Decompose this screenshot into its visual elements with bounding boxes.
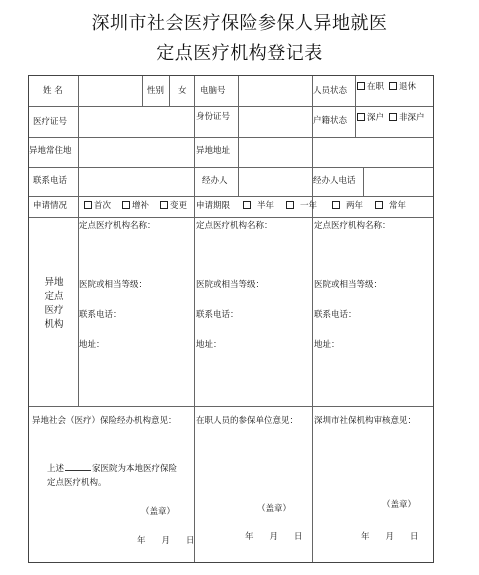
period-option-two-years[interactable]: 两年 bbox=[332, 201, 363, 212]
hukou-option-shenzhen[interactable]: 深户 bbox=[357, 113, 384, 124]
remote-residence-field[interactable] bbox=[81, 140, 191, 165]
agent-label: 经办人 bbox=[202, 176, 228, 186]
checkbox-icon[interactable] bbox=[122, 201, 130, 209]
institution-1-name-label: 定点医疗机构名称： bbox=[79, 221, 156, 231]
institutions-side-label: 异地定点医疗机构 bbox=[44, 277, 64, 330]
employer-date: 年 月 日 bbox=[245, 532, 303, 542]
institution-2-phone-label: 联系电话： bbox=[196, 310, 239, 320]
name-field[interactable] bbox=[81, 79, 141, 104]
hospital-count-blank[interactable] bbox=[65, 462, 91, 471]
checkbox-icon[interactable] bbox=[286, 201, 294, 209]
period-label: 申请期限 bbox=[196, 201, 231, 211]
agent-phone-label: 经办人电话 bbox=[313, 176, 356, 186]
institution-2-name-label: 定点医疗机构名称： bbox=[196, 221, 273, 231]
institution-3-level-label: 医院或相当等级： bbox=[314, 280, 383, 290]
remote-agency-date: 年 月 日 bbox=[137, 536, 195, 546]
institution-1-address-label: 地址： bbox=[79, 340, 105, 350]
remote-agency-opinion-text: 上述 家医院为本地医疗保险 bbox=[47, 464, 178, 474]
contact-phone-label: 联系电话 bbox=[33, 176, 68, 186]
remote-address-field[interactable] bbox=[241, 140, 429, 165]
gender-label: 性别 bbox=[147, 86, 165, 96]
name-label: 姓 名 bbox=[43, 86, 63, 96]
medical-cert-field[interactable] bbox=[81, 110, 191, 135]
remote-address-label: 异地地址 bbox=[196, 146, 231, 156]
checkbox-icon[interactable] bbox=[357, 82, 365, 90]
institution-3-address-label: 地址： bbox=[314, 340, 340, 350]
period-option-permanent[interactable]: 常年 bbox=[375, 201, 406, 212]
application-option-first[interactable]: 首次 bbox=[84, 201, 111, 212]
checkbox-icon[interactable] bbox=[160, 201, 168, 209]
institution-3-name-label: 定点医疗机构名称： bbox=[314, 221, 391, 231]
remote-agency-opinion-label: 异地社会（医疗）保险经办机构意见： bbox=[32, 416, 177, 426]
remote-residence-label: 异地常住地 bbox=[29, 146, 72, 156]
hukou-option-non-shenzhen[interactable]: 非深户 bbox=[389, 113, 425, 124]
gender-value[interactable]: 女 bbox=[178, 86, 187, 96]
institution-1-level-label: 医院或相当等级： bbox=[79, 280, 148, 290]
application-option-supplement[interactable]: 增补 bbox=[122, 201, 149, 212]
checkbox-icon[interactable] bbox=[375, 201, 383, 209]
checkbox-icon[interactable] bbox=[389, 113, 397, 121]
hukou-status-label: 户籍状态 bbox=[313, 116, 348, 126]
agent-phone-field[interactable] bbox=[366, 170, 430, 194]
computer-no-field[interactable] bbox=[241, 79, 309, 104]
remote-agency-seal: （盖章） bbox=[141, 507, 176, 517]
form-title-line1: 深圳市社会医疗保险参保人异地就医 bbox=[91, 13, 388, 34]
checkbox-icon[interactable] bbox=[389, 82, 397, 90]
id-card-field[interactable] bbox=[241, 110, 309, 135]
application-option-change[interactable]: 变更 bbox=[160, 201, 187, 212]
checkbox-icon[interactable] bbox=[84, 201, 92, 209]
remote-agency-opinion-text-line2: 定点医疗机构。 bbox=[47, 478, 107, 488]
agent-field[interactable] bbox=[241, 170, 309, 194]
institution-2-address-label: 地址： bbox=[196, 340, 222, 350]
checkbox-icon[interactable] bbox=[357, 113, 365, 121]
registration-form-table bbox=[28, 75, 434, 563]
contact-phone-field[interactable] bbox=[81, 170, 191, 194]
period-option-half-year[interactable]: 半年 bbox=[243, 201, 274, 212]
employer-opinion-label: 在职人员的参保单位意见： bbox=[196, 416, 299, 426]
institution-3-phone-label: 联系电话： bbox=[314, 310, 357, 320]
shenzhen-opinion-label: 深圳市社保机构审核意见： bbox=[314, 416, 417, 426]
form-title-line2: 定点医疗机构登记表 bbox=[156, 43, 323, 64]
id-card-label: 身份证号 bbox=[196, 112, 231, 122]
employer-seal: （盖章） bbox=[257, 504, 292, 514]
period-option-one-year[interactable]: 一年 bbox=[286, 201, 317, 212]
application-label: 申请情况 bbox=[33, 201, 68, 211]
computer-no-label: 电脑号 bbox=[200, 86, 226, 96]
institution-1-phone-label: 联系电话： bbox=[79, 310, 122, 320]
checkbox-icon[interactable] bbox=[243, 201, 251, 209]
checkbox-icon[interactable] bbox=[332, 201, 340, 209]
status-option-retired[interactable]: 退休 bbox=[389, 82, 416, 93]
institution-2-level-label: 医院或相当等级： bbox=[196, 280, 265, 290]
status-label: 人员状态 bbox=[313, 86, 348, 96]
status-option-active[interactable]: 在职 bbox=[357, 82, 384, 93]
medical-cert-label: 医疗证号 bbox=[33, 117, 68, 127]
shenzhen-seal: （盖章） bbox=[382, 500, 417, 510]
shenzhen-date: 年 月 日 bbox=[361, 532, 419, 542]
